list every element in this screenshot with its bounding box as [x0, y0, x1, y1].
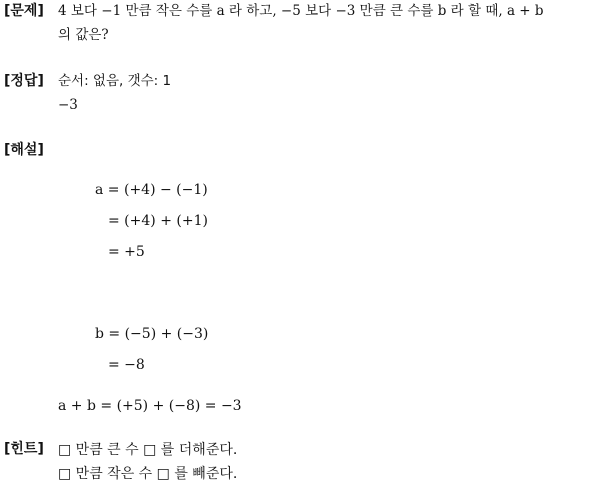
answer-order-count: 순서: 없음, 갯수: 1 [58, 73, 172, 89]
hint-line2: □ 만큼 작은 수 □ 를 빼준다. [58, 466, 238, 482]
solution-b-step2: = −8 [108, 357, 145, 373]
answer-value: −3 [58, 97, 78, 113]
solution-a-step3: = +5 [108, 244, 145, 260]
hint-line1: □ 만큼 큰 수 □ 를 더해준다. [58, 442, 238, 458]
solution-a-step1: a = (+4) − (−1) [95, 182, 208, 198]
hint-label: [힌트] [4, 441, 44, 457]
answer-label: [정답] [4, 73, 44, 89]
problem-label: [문제] [4, 3, 44, 19]
solution-label: [해설] [4, 142, 44, 158]
solution-final: a + b = (+5) + (−8) = −3 [58, 398, 242, 414]
solution-b-step1: b = (−5) + (−3) [95, 326, 209, 342]
solution-a-step2: = (+4) + (+1) [108, 213, 208, 229]
problem-text-line1: 4 보다 −1 만큼 작은 수를 a 라 하고, −5 보다 −3 만큼 큰 수를 b 라 할 때, a + b [58, 3, 544, 19]
problem-text-line2: 의 값은? [58, 27, 109, 43]
